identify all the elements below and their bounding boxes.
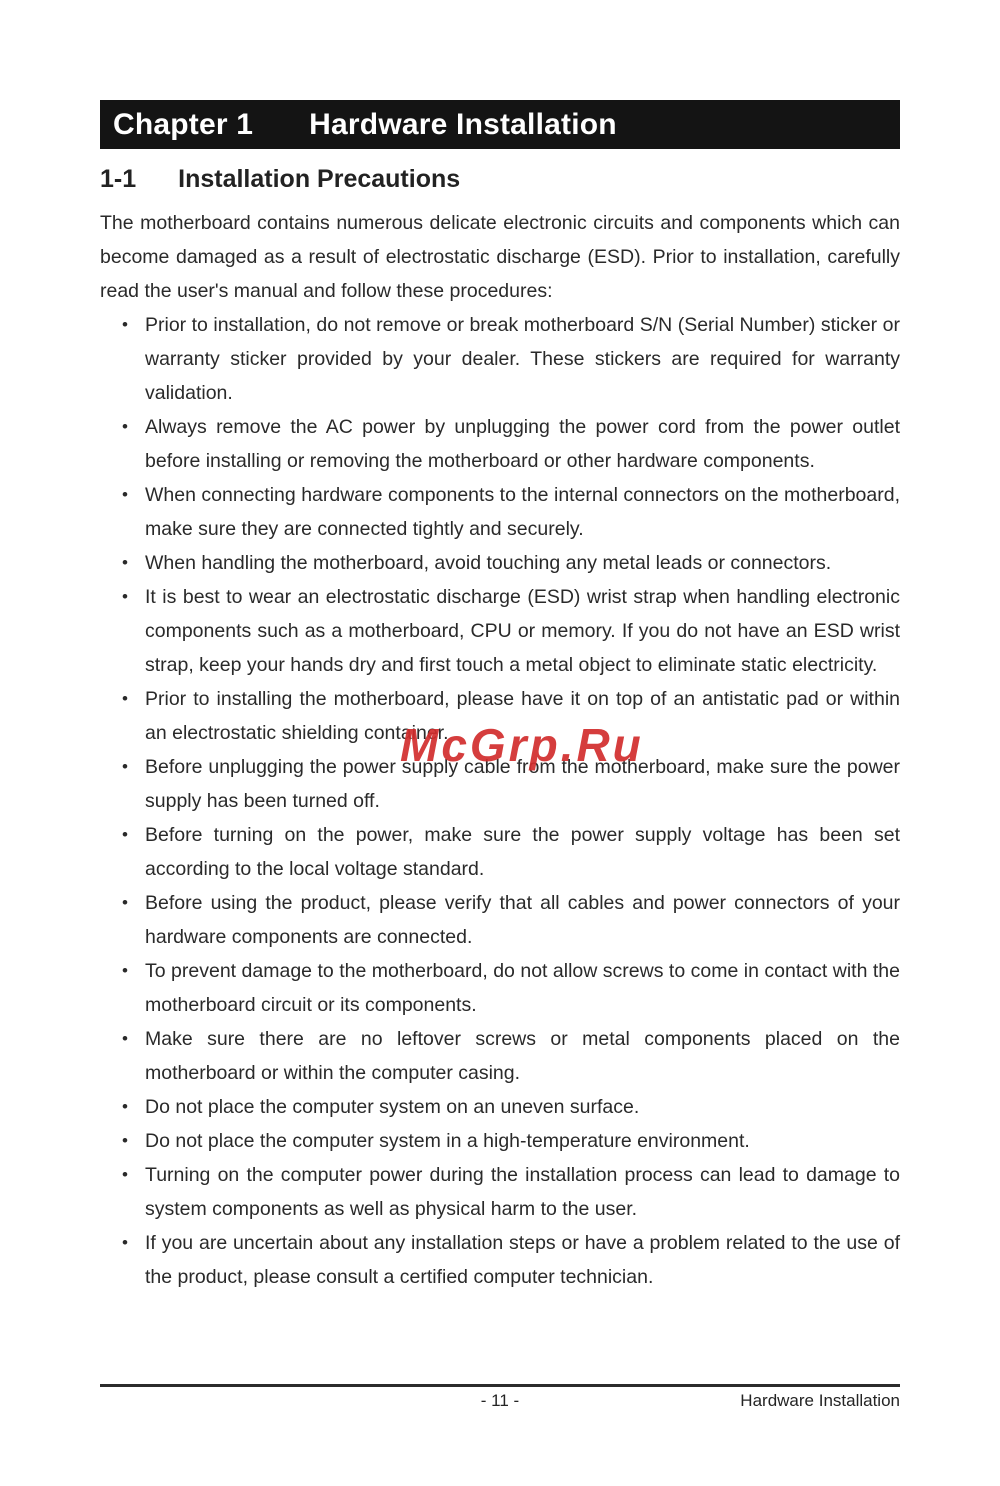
precaution-item xyxy=(100,1124,900,1158)
bullet-icon: • xyxy=(122,485,128,504)
precaution-item xyxy=(100,750,900,818)
footer-chapter-name: Hardware Installation xyxy=(740,1391,900,1410)
precaution-text: To prevent damage to the motherboard, do not allow screws to come in contact with the motherboard circuit or its components. xyxy=(145,960,900,1016)
section-title: Installation Precautions xyxy=(178,165,461,193)
bullet-icon: • xyxy=(122,1165,128,1184)
precaution-text: Prior to installing the motherboard, please have it on top of an antistatic pad or within an electrostatic shielding container. xyxy=(145,688,900,744)
precaution-item xyxy=(100,478,900,546)
page-number: - 11 - xyxy=(480,1391,520,1410)
bullet-icon: • xyxy=(122,825,128,844)
precaution-text: Prior to installation, do not remove or break motherboard S/N (Serial Number) sticker or warranty sticker provided by your dealer. These stickers are required for warranty validation. xyxy=(145,314,900,404)
precaution-item xyxy=(100,1158,900,1226)
chapter-title-label: Hardware Installation xyxy=(309,107,617,141)
precaution-text: It is best to wear an electrostatic discharge (ESD) wrist strap when handling electronic components such as a motherboard, CPU or memory. If you do not have an ESD wrist strap, keep your hands dry and first touch a metal object to eliminate static electricity. xyxy=(145,586,900,676)
intro-paragraph: The motherboard contains numerous delicate electronic circuits and components which can become damaged as a result of electrostatic discharge (ESD). Prior to installation, carefully read the user's manual and follow these procedures: xyxy=(100,212,900,302)
page-content xyxy=(100,100,900,1294)
precaution-item xyxy=(100,410,900,478)
bullet-icon: • xyxy=(122,1029,128,1048)
bullet-icon: • xyxy=(122,1233,128,1252)
precaution-item xyxy=(100,546,900,580)
bullet-icon: • xyxy=(122,961,128,980)
precaution-item xyxy=(100,886,900,954)
bullet-icon: • xyxy=(122,1097,128,1116)
section-number: 1-1 xyxy=(100,165,137,193)
precaution-item xyxy=(100,580,900,682)
precaution-text: When handling the motherboard, avoid touching any metal leads or connectors. xyxy=(145,552,832,574)
precaution-text: Always remove the AC power by unplugging the power cord from the power outlet before installing or removing the motherboard or other hardware components. xyxy=(145,416,900,472)
bullet-icon: • xyxy=(122,1131,128,1150)
bullet-icon: • xyxy=(122,587,128,606)
bullet-icon: • xyxy=(122,553,128,572)
precaution-text: Before using the product, please verify that all cables and power connectors of your hardware components are connected. xyxy=(145,892,900,948)
precaution-text: Turning on the computer power during the installation process can lead to damage to system components as well as physical harm to the user. xyxy=(145,1164,900,1220)
precaution-item xyxy=(100,682,900,750)
precaution-item xyxy=(100,818,900,886)
bullet-icon: • xyxy=(122,893,128,912)
bullet-icon: • xyxy=(122,757,128,776)
precaution-item xyxy=(100,1226,900,1294)
watermark: McGrp.Ru xyxy=(400,719,644,771)
chapter-header-bar xyxy=(100,100,900,149)
page-footer xyxy=(100,1384,900,1414)
chapter-number-label: Chapter 1 xyxy=(113,107,254,141)
precaution-text: Before unplugging the power supply cable from the motherboard, make sure the power supply has been turned off. xyxy=(145,756,900,812)
section-heading xyxy=(100,165,900,194)
precaution-text: If you are uncertain about any installation steps or have a problem related to the use of the product, please consult a certified computer technician. xyxy=(145,1232,900,1288)
precaution-text: Do not place the computer system on an uneven surface. xyxy=(145,1096,640,1118)
precaution-item xyxy=(100,954,900,1022)
precaution-text: Before turning on the power, make sure the power supply voltage has been set according to the local voltage standard. xyxy=(145,824,900,880)
precaution-item xyxy=(100,1090,900,1124)
bullet-icon: • xyxy=(122,689,128,708)
precaution-item xyxy=(100,1022,900,1090)
bullet-icon: • xyxy=(122,417,128,436)
bullet-icon: • xyxy=(122,315,128,334)
precaution-text: When connecting hardware components to the internal connectors on the motherboard, make sure they are connected tightly and securely. xyxy=(145,484,900,540)
precaution-text: Do not place the computer system in a high-temperature environment. xyxy=(145,1130,750,1152)
precautions-list xyxy=(100,308,900,1294)
precaution-item xyxy=(100,308,900,410)
precaution-text: Make sure there are no leftover screws or metal components placed on the motherboard or within the computer casing. xyxy=(145,1028,900,1084)
